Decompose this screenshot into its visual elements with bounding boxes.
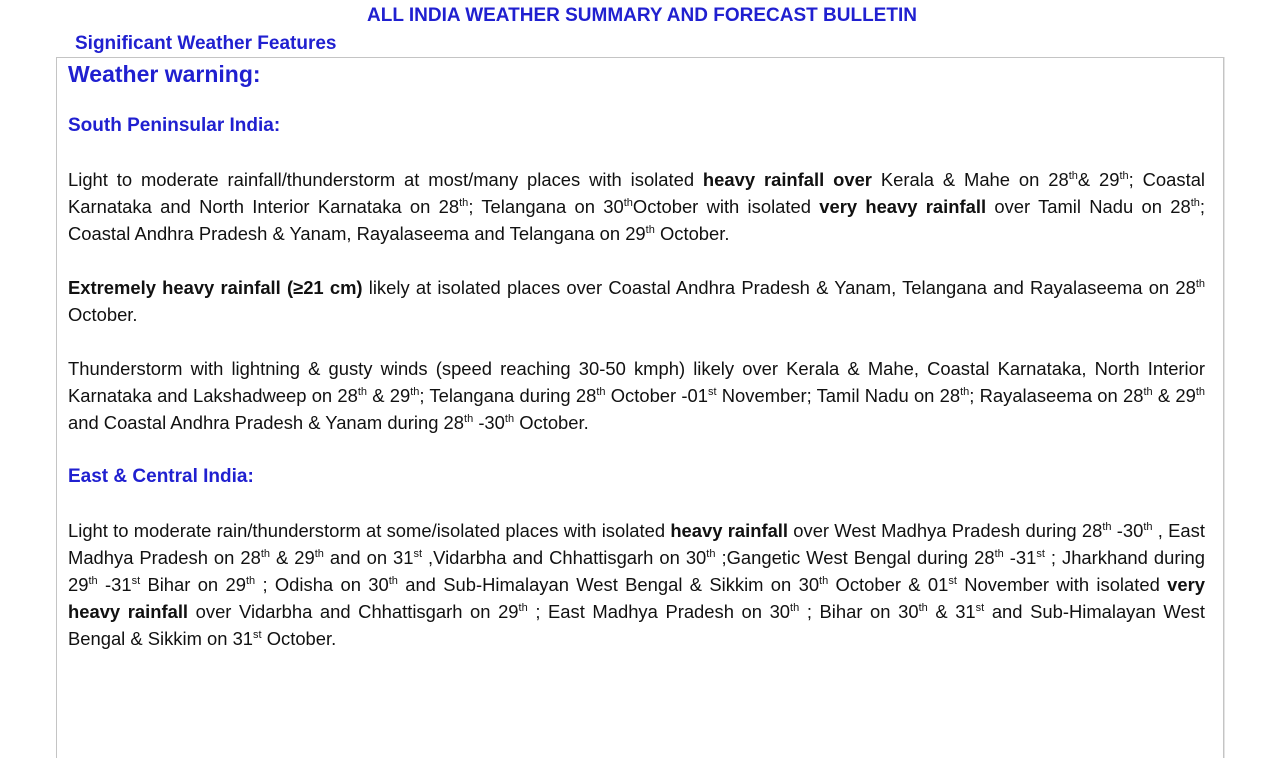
text-segment: , East Madhya Pradesh on 28	[68, 520, 1205, 568]
text-segment: October with isolated	[632, 196, 820, 217]
ordinal-suffix: th	[314, 548, 324, 560]
text-segment: over Vidarbha and Chhattisgarh on 29	[188, 601, 519, 622]
text-segment: ; Rayalaseema on 28	[969, 385, 1144, 406]
text-segment: Kerala & Mahe on 28	[871, 169, 1069, 190]
ordinal-suffix: th	[1143, 386, 1153, 398]
ordinal-suffix: st	[948, 575, 957, 587]
ordinal-suffix: th	[260, 548, 271, 560]
ordinal-suffix: st	[707, 386, 717, 398]
ordinal-suffix: th	[357, 386, 368, 398]
ordinal-suffix: th	[819, 575, 829, 587]
ordinal-suffix: th	[960, 386, 970, 398]
text-segment: ; Jharkhand during 29	[68, 547, 1205, 595]
ordinal-suffix: th	[790, 602, 800, 614]
ordinal-suffix: th	[596, 386, 606, 398]
ordinal-suffix: th	[1190, 197, 1200, 209]
text-segment: October -01	[605, 385, 708, 406]
bulletin-title: ALL INDIA WEATHER SUMMARY AND FORECAST BULLETIN	[367, 5, 917, 26]
text-segment: over Tamil Nadu on 28	[986, 196, 1191, 217]
text-segment: ; Telangana on 30	[468, 196, 624, 217]
text-segment: October.	[654, 223, 730, 244]
emphasis-text: very heavy rainfall	[819, 196, 987, 217]
text-segment: October.	[68, 304, 138, 325]
warning-sections	[68, 112, 1205, 652]
ordinal-suffix: st	[131, 575, 141, 587]
text-segment: -30	[473, 412, 505, 433]
warning-paragraph	[68, 355, 1205, 436]
text-segment: ; Odisha on 30	[255, 574, 389, 595]
emphasis-text: heavy rainfall	[670, 520, 789, 541]
text-segment: ,Vidarbha and Chhattisgarh on 30	[422, 547, 707, 568]
ordinal-suffix: th	[706, 548, 716, 560]
text-segment: & 29	[1077, 169, 1120, 190]
text-segment: & 31	[927, 601, 976, 622]
ordinal-suffix: th	[1102, 521, 1112, 533]
text-segment: -31	[97, 574, 132, 595]
ordinal-suffix: th	[1068, 170, 1078, 182]
text-segment: ; Coastal Andhra Pradesh & Yanam, Rayalaseema and Telangana on 29	[68, 196, 1205, 244]
text-segment: Thunderstorm with lightning & gusty winds (speed reaching 30-50 kmph) likely over Kerala & Mahe, Coastal Karnataka, North Interior Karnataka and Lakshadweep on 28	[68, 358, 1205, 406]
text-segment: ; Telangana during 28	[419, 385, 597, 406]
emphasis-text: very heavy rainfall	[68, 574, 1205, 622]
text-segment: ; East Madhya Pradesh on 30	[527, 601, 791, 622]
text-segment: ; Bihar on 30	[799, 601, 919, 622]
text-segment: over West Madhya Pradesh during 28	[788, 520, 1103, 541]
ordinal-suffix: th	[518, 602, 528, 614]
warning-heading: Weather warning:	[68, 61, 261, 87]
text-segment: Light to moderate rain/thunderstorm at some/isolated places with isolated	[68, 520, 671, 541]
text-segment: and on 31	[323, 547, 414, 568]
text-segment: and Sub-Himalayan West Bengal & Sikkim on 31	[68, 601, 1205, 649]
text-segment: & 29	[367, 385, 411, 406]
text-segment: -30	[1111, 520, 1144, 541]
section-subtitle: Significant Weather Features	[75, 33, 337, 54]
ordinal-suffix: th	[245, 575, 256, 587]
ordinal-suffix: th	[388, 575, 398, 587]
text-segment: October.	[261, 628, 337, 649]
ordinal-suffix: th	[410, 386, 420, 398]
text-segment: & 29	[270, 547, 315, 568]
ordinal-suffix: th	[464, 413, 474, 425]
ordinal-suffix: st	[975, 602, 985, 614]
text-segment: ; Coastal Karnataka and North Interior Karnataka on 28	[68, 169, 1206, 217]
ordinal-suffix: th	[1195, 386, 1205, 398]
text-segment: Light to moderate rainfall/thunderstorm at most/many places with isolated	[68, 169, 703, 190]
text-segment: and Sub-Himalayan West Bengal & Sikkim on 30	[397, 574, 820, 595]
warning-paragraph	[68, 166, 1205, 247]
text-segment: & 29	[1152, 385, 1196, 406]
text-segment: and Coastal Andhra Pradesh & Yanam during 28	[68, 412, 465, 433]
ordinal-suffix: th	[994, 548, 1004, 560]
region-heading: East & Central India:	[68, 466, 254, 487]
warning-paragraph	[68, 274, 1205, 328]
ordinal-suffix: th	[1119, 170, 1129, 182]
warning-paragraph	[68, 517, 1205, 652]
text-segment: November; Tamil Nadu on 28	[716, 385, 961, 406]
ordinal-suffix: th	[504, 413, 515, 425]
region-heading: South Peninsular India:	[68, 115, 281, 136]
ordinal-suffix: th	[623, 197, 633, 209]
emphasis-text: heavy rainfall over	[702, 169, 872, 190]
text-segment: likely at isolated places over Coastal Andhra Pradesh & Yanam, Telangana and Rayalaseema on 28	[362, 277, 1196, 298]
text-segment: -31	[1003, 547, 1037, 568]
ordinal-suffix: st	[413, 548, 423, 560]
warning-content	[68, 58, 1205, 679]
text-segment: November with isolated	[956, 574, 1168, 595]
text-segment: ;Gangetic West Bengal during 28	[715, 547, 995, 568]
text-segment: October & 01	[828, 574, 949, 595]
ordinal-suffix: th	[918, 602, 928, 614]
ordinal-suffix: th	[1143, 521, 1153, 533]
text-segment: October.	[514, 412, 589, 433]
ordinal-suffix: th	[645, 224, 655, 236]
text-segment: Bihar on 29	[140, 574, 246, 595]
ordinal-suffix: st	[253, 629, 262, 641]
ordinal-suffix: st	[1036, 548, 1045, 560]
ordinal-suffix: th	[1195, 278, 1205, 290]
emphasis-text: Extremely heavy rainfall (≥21 cm)	[68, 277, 363, 298]
ordinal-suffix: th	[88, 575, 98, 587]
ordinal-suffix: th	[459, 197, 469, 209]
